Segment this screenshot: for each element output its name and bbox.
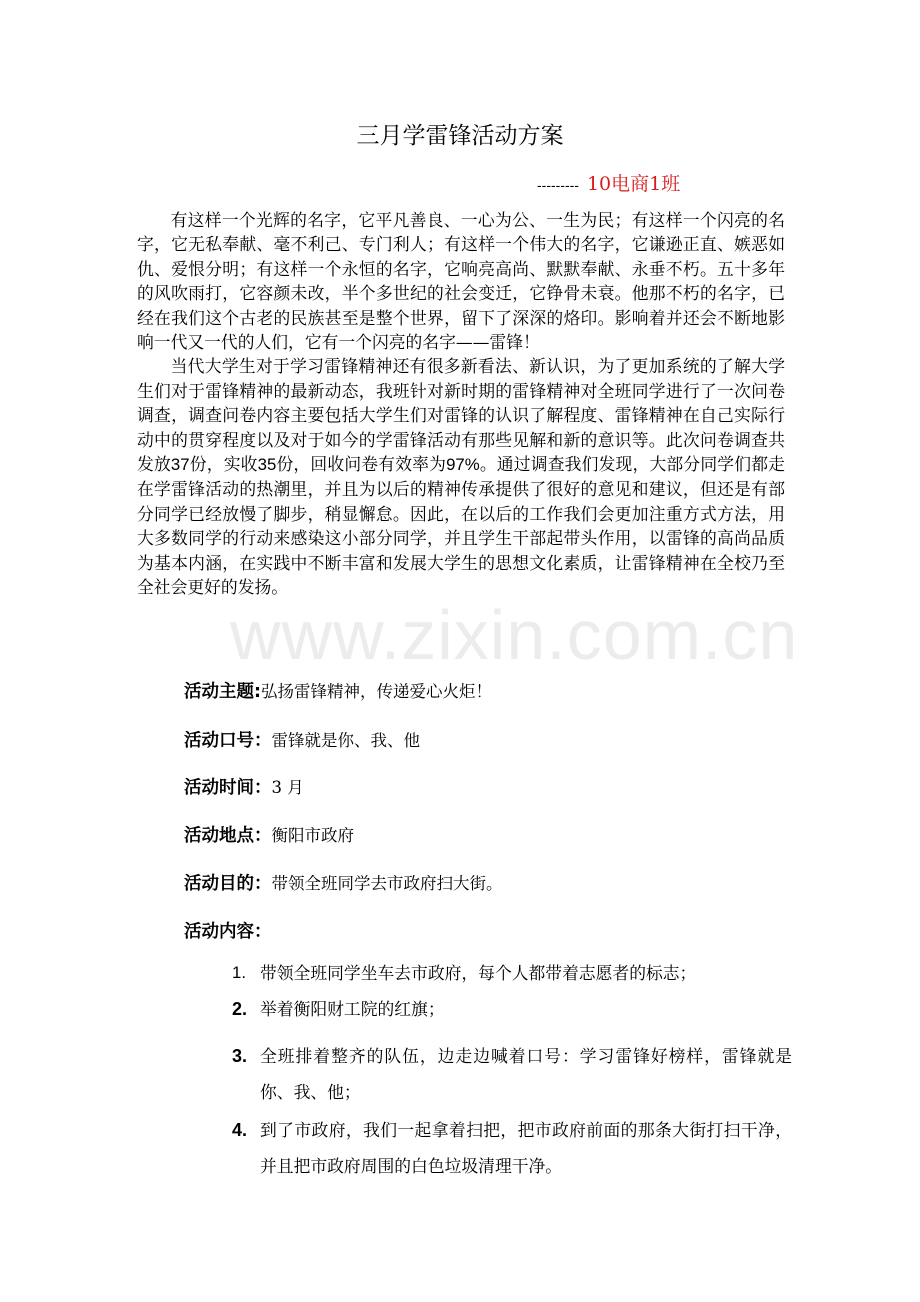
body-text (137, 208, 785, 600)
activity-theme (184, 679, 492, 705)
activity-place-value: 衡阳市政府 (271, 826, 354, 845)
list-marker: 1. (232, 963, 246, 982)
survey-paragraph (137, 354, 785, 599)
activity-place-label: 活动地点： (184, 826, 272, 846)
page-title: 三月学雷锋活动方案 (356, 123, 564, 149)
list-item-text: 举着衡阳财工院的红旗； (260, 999, 445, 1019)
activity-purpose-label: 活动目的： (184, 874, 272, 894)
list-item-text: 带领全班同学坐车去市政府，每个人都带着志愿者的标志； (260, 963, 697, 983)
activity-theme-value: 弘扬雷锋精神，传递爱心火炬！ (261, 682, 492, 701)
survey-text-b: 份，实收 (189, 454, 258, 475)
activity-time (184, 775, 304, 801)
survey-text-d: 。通过调查我们发现，大部分同学们都走在学雷锋活动的热潮里，并且为以后的精神传承提供了很好的意见和建议，但还是有部分同学已经放慢了脚步，稍显懈怠。因此，在以后的工作我们会更加注重方式方法，用大多数同学的行动来感染这小部分同学，并且学生干部起带头作用，以雷锋的高尚品质为基本内涵，在实践中不断丰富和发展大学生的思想文化素质，让雷锋精神在全校乃至全社会更好的发扬。 (137, 454, 785, 598)
activity-purpose (184, 871, 503, 897)
class-name: 10电商1班 (586, 173, 681, 195)
list-item (232, 1112, 792, 1184)
activity-content-label: 活动内容： (184, 922, 272, 942)
activity-theme-label: 活动主题: (184, 682, 261, 702)
list-marker: 2. (232, 999, 248, 1019)
intro-paragraph: 有这样一个光辉的名字，它平凡善良、一心为公、一生为民；有这样一个闪亮的名字，它无私奉献、毫不利己、专门利人；有这样一个伟大的名字，它谦逊正直、嫉恶如仇、爱恨分明；有这样一个永恒的名字，它响亮高尚、默默奉献、永垂不朽。五十多年的风吹雨打，它容颜未改，半个多世纪的社会变迁，它铮骨未衰。他那不朽的名字，已经在我们这个古老的民族甚至是整个世界，留下了深深的烙印。影响着并还会不断地影响一代又一代的人们，它有一个闪亮的名字——雷锋！ (137, 210, 785, 353)
activity-time-label: 活动时间： (184, 778, 272, 798)
list-marker: 3. (232, 1046, 248, 1066)
watermark: www.zixin.com.cn (230, 596, 799, 674)
list-item (232, 955, 792, 991)
list-item (232, 1038, 792, 1110)
list-item (232, 991, 792, 1027)
activity-content (184, 919, 272, 945)
survey-text-c: 份，回收问卷有效率为 (276, 454, 447, 475)
list-item-text: 到了市政府，我们一起拿着扫把，把市政府前面的那条大街打扫干净，并且把市政府周围的白色垃圾清理干净。 (260, 1120, 792, 1176)
byline-dashes: --------- (537, 177, 579, 193)
activity-purpose-value: 带领全班同学去市政府扫大街。 (271, 874, 503, 893)
activity-slogan-label: 活动口号： (184, 731, 272, 751)
byline (537, 168, 680, 201)
survey-valid-rate: 97% (446, 455, 480, 475)
list-marker: 4. (232, 1120, 248, 1140)
activity-slogan-value: 雷锋就是你、我、他 (271, 731, 420, 750)
list-item-text: 全班排着整齐的队伍，边走边喊着口号：学习雷锋好榜样，雷锋就是你、我、他； (260, 1046, 792, 1102)
activity-place (184, 823, 354, 849)
survey-text-a: 当代大学生对于学习雷锋精神还有很多新看法、新认识，为了更加系统的了解大学生们对于雷锋精神的最新动态，我班针对新时期的雷锋精神对全班同学进行了一次问卷调查，调查问卷内容主要包括大学生们对雷锋的认识了解程度、雷锋精神在自己实际行动中的贯穿程度以及对于如今的学雷锋活动有那些见解和新的意识等。此次问卷调查共发放 (137, 356, 785, 475)
activity-slogan (184, 728, 420, 754)
survey-received-count: 35 (257, 455, 277, 475)
activity-time-value: 3 月 (271, 778, 304, 797)
survey-sent-count: 37 (170, 455, 190, 475)
